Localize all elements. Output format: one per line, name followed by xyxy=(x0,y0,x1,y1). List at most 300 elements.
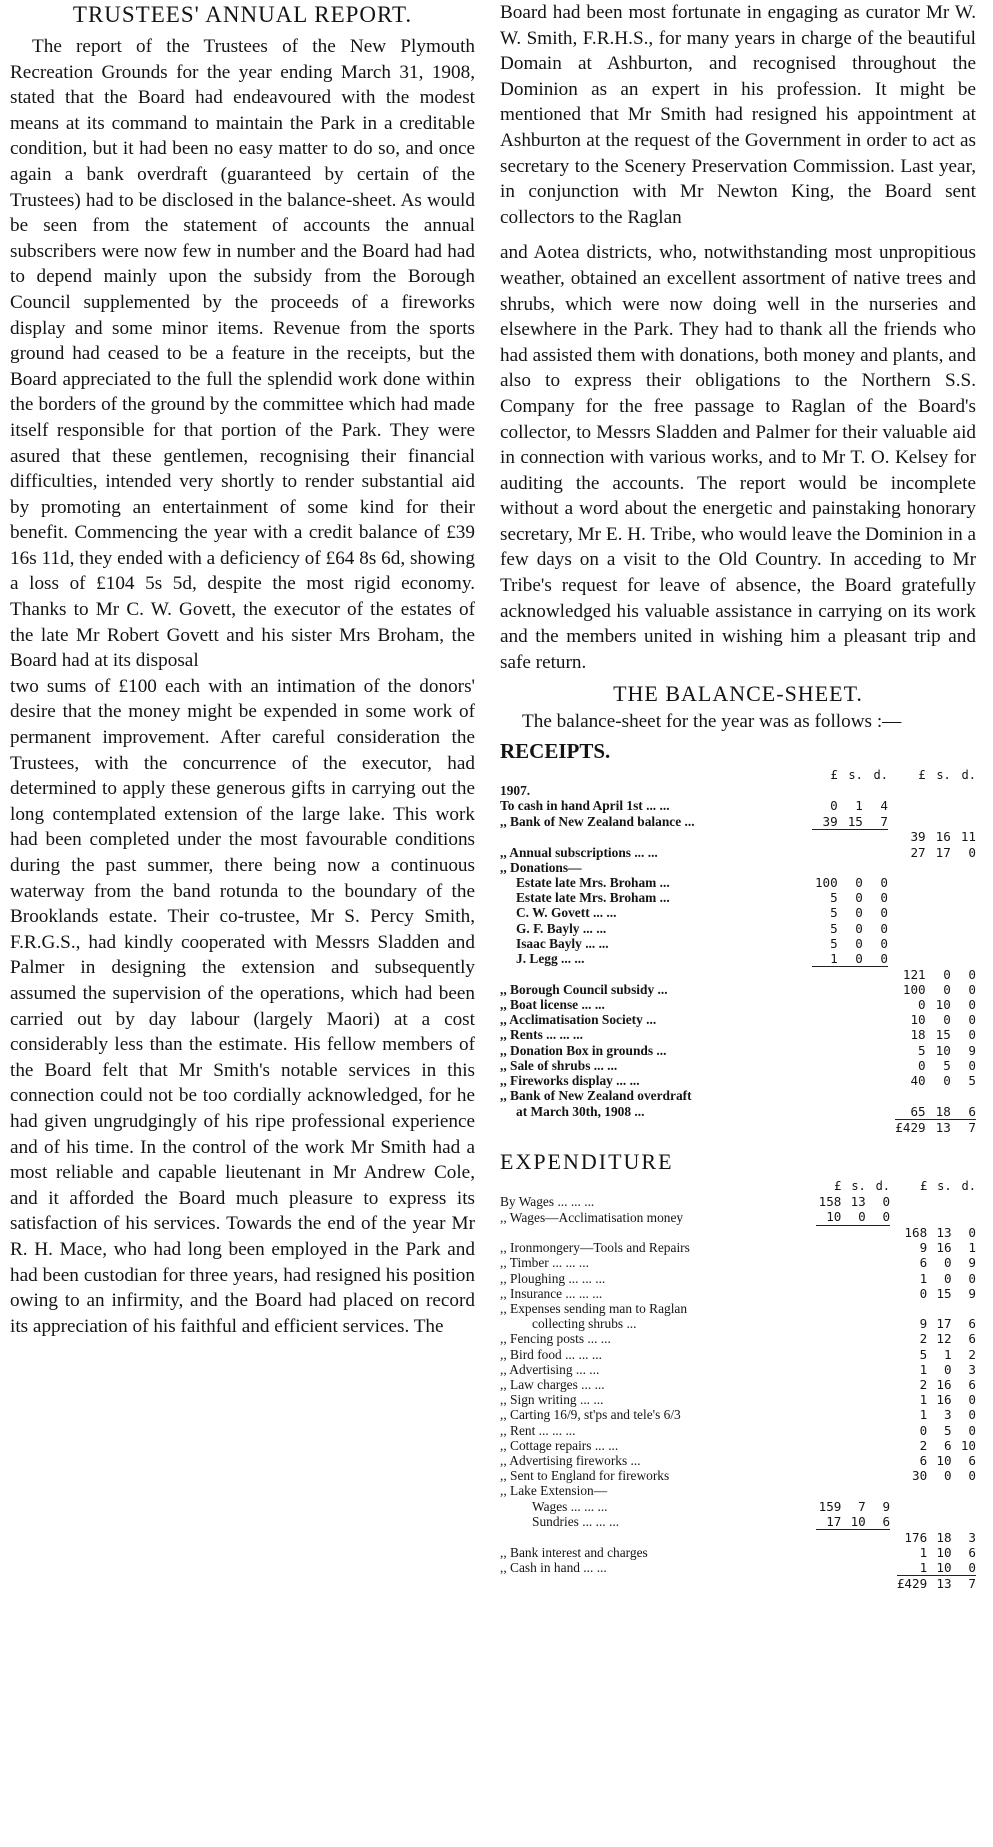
receipts-inner-amount xyxy=(812,1088,838,1103)
receipts-total-amount xyxy=(895,798,925,813)
expenditure-item-label: ,, Bank interest and charges xyxy=(500,1544,648,1560)
expenditure-spacer xyxy=(890,1453,897,1468)
expenditure-row xyxy=(500,1362,976,1377)
expenditure-row xyxy=(500,1499,976,1514)
receipts-spacer xyxy=(888,798,895,813)
expenditure-total-amount: 16 xyxy=(936,1377,952,1393)
expenditure-total-amount xyxy=(952,1483,976,1498)
expenditure-spacer xyxy=(890,1499,897,1514)
expenditure-inner-amount xyxy=(866,1286,890,1301)
receipts-row xyxy=(500,1073,976,1088)
receipts-spacer xyxy=(888,860,895,875)
expenditure-header-cell xyxy=(500,1179,816,1194)
expenditure-total-amount: 2 xyxy=(919,1377,928,1393)
expenditure-spacer xyxy=(890,1194,897,1209)
receipts-total-amount xyxy=(926,890,951,905)
expenditure-spacer xyxy=(890,1225,897,1240)
expenditure-inner-amount: 158 xyxy=(818,1194,842,1210)
expenditure-total-amount xyxy=(952,1209,976,1225)
expenditure-total-amount: 168 xyxy=(904,1225,928,1241)
receipts-spacer xyxy=(888,845,895,860)
receipts-total-amount: 16 xyxy=(935,829,951,845)
expenditure-inner-amount xyxy=(841,1423,865,1438)
expenditure-inner-amount xyxy=(816,1392,842,1407)
receipts-inner-amount xyxy=(863,997,888,1012)
expenditure-inner-amount xyxy=(816,1407,842,1422)
receipts-item-label: ,, Donation Box in grounds ... xyxy=(500,1042,667,1058)
receipts-row xyxy=(500,1119,976,1135)
receipts-total-amount: 0 xyxy=(968,1057,976,1073)
receipts-total-amount: 27 xyxy=(910,844,926,860)
receipts-row xyxy=(500,1058,976,1073)
receipts-spacer xyxy=(888,1104,895,1120)
receipts-total-amount xyxy=(951,936,976,951)
expenditure-total-amount: 3 xyxy=(943,1407,952,1423)
expenditure-total-amount: 6 xyxy=(919,1255,928,1271)
receipts-inner-amount xyxy=(863,783,888,798)
expenditure-spacer xyxy=(890,1286,897,1301)
receipts-total-amount: 0 xyxy=(918,997,926,1013)
expenditure-total-amount: 1 xyxy=(919,1559,928,1575)
expenditure-inner-amount: 10 xyxy=(826,1209,842,1225)
receipts-total-amount: 0 xyxy=(943,981,951,997)
expenditure-spacer xyxy=(890,1560,897,1576)
receipts-inner-amount xyxy=(812,1012,838,1027)
receipts-item-label: C. W. Govett ... ... xyxy=(516,905,617,921)
expenditure-inner-amount xyxy=(841,1560,865,1576)
receipts-header-cell: d. xyxy=(961,768,976,783)
expenditure-inner-amount xyxy=(866,1362,890,1377)
expenditure-total-amount: 1 xyxy=(919,1407,928,1423)
expenditure-total-amount xyxy=(927,1209,951,1225)
expenditure-inner-amount xyxy=(816,1286,842,1301)
receipts-inner-amount: 0 xyxy=(855,890,863,906)
expenditure-item-label xyxy=(500,1530,816,1545)
expenditure-inner-amount xyxy=(866,1530,890,1545)
expenditure-item-label: ,, Law charges ... ... xyxy=(500,1377,605,1393)
expenditure-row xyxy=(500,1331,976,1346)
expenditure-inner-amount: 0 xyxy=(858,1209,866,1225)
expenditure-header-cell xyxy=(890,1179,897,1194)
expenditure-total-amount: 13 xyxy=(936,1225,952,1241)
expenditure-row xyxy=(500,1194,976,1209)
expenditure-row xyxy=(500,1301,976,1316)
receipts-total-amount xyxy=(951,921,976,936)
receipts-inner-amount xyxy=(838,1058,863,1073)
receipts-total-amount: 121 xyxy=(902,966,926,982)
expenditure-inner-amount xyxy=(816,1560,842,1576)
right-column xyxy=(500,0,976,1591)
receipts-table-body xyxy=(500,768,976,1135)
receipts-inner-amount xyxy=(863,1012,888,1027)
receipts-heading: RECEIPTS. xyxy=(500,739,611,764)
expenditure-spacer xyxy=(890,1576,897,1592)
receipts-total-amount xyxy=(926,936,951,951)
receipts-total-amount: 0 xyxy=(968,1027,976,1043)
expenditure-inner-amount: 7 xyxy=(858,1498,866,1514)
receipts-inner-amount xyxy=(812,845,838,860)
receipts-row xyxy=(500,982,976,997)
expenditure-total-amount: 2 xyxy=(919,1437,928,1453)
balance-sheet-intro: The balance-sheet for the year was as follows :— xyxy=(522,711,902,733)
receipts-total-amount xyxy=(926,1088,951,1103)
expenditure-spacer xyxy=(890,1209,897,1225)
receipts-total-amount: £429 xyxy=(895,1119,926,1135)
expenditure-spacer xyxy=(890,1407,897,1422)
expenditure-inner-amount xyxy=(816,1377,842,1392)
receipts-header-cell: £ xyxy=(918,768,926,783)
report-paragraph-3: Board had been most fortunate in engaging as curator Mr W. W. Smith, F.R.H.S., for many years in charge of the beautiful Domain at Ashburton, and recognised throughout the Dominion as an expert in his profession. It might be mentioned that Mr Smith had resigned his appointment at Ashburton at the request of the Government in order to act as secretary to the Scenery Preservation Commission. Last year, in conjunction with Mr Newton King, the Board sent collectors to the Raglan xyxy=(500,2,976,228)
expenditure-inner-amount xyxy=(841,1377,865,1392)
receipts-inner-amount xyxy=(812,967,838,982)
expenditure-inner-amount xyxy=(866,1453,890,1468)
expenditure-row xyxy=(500,1225,976,1240)
balance-sheet-title: THE BALANCE-SHEET. xyxy=(613,681,863,707)
receipts-total-amount xyxy=(926,951,951,967)
receipts-total-amount xyxy=(895,783,925,798)
expenditure-total-amount xyxy=(897,1301,927,1316)
receipts-row xyxy=(500,905,976,920)
expenditure-inner-amount xyxy=(866,1331,890,1346)
expenditure-total-amount: 7 xyxy=(952,1576,976,1592)
receipts-inner-amount: 5 xyxy=(830,890,838,906)
receipts-inner-amount: 0 xyxy=(880,905,888,921)
receipts-inner-amount: 0 xyxy=(855,950,863,966)
expenditure-row xyxy=(500,1316,976,1331)
expenditure-item-label: ,, Cash in hand ... ... xyxy=(500,1560,607,1576)
expenditure-item-label: ,, Insurance ... ... ... xyxy=(500,1285,603,1301)
receipts-inner-amount xyxy=(812,1058,838,1073)
expenditure-inner-amount xyxy=(816,1301,842,1316)
expenditure-inner-amount xyxy=(841,1240,865,1255)
expenditure-total-amount: 17 xyxy=(936,1316,952,1332)
receipts-item-label: ,, Fireworks display ... ... xyxy=(500,1073,640,1089)
receipts-inner-amount: 15 xyxy=(847,813,863,829)
expenditure-total-amount: 6 xyxy=(968,1377,976,1393)
receipts-inner-amount: 4 xyxy=(880,798,888,814)
expenditure-item-label: ,, Expenses sending man to Raglan xyxy=(500,1301,688,1317)
receipts-total-amount: 10 xyxy=(935,1042,951,1058)
receipts-inner-amount xyxy=(863,1058,888,1073)
expenditure-inner-amount xyxy=(841,1225,865,1240)
receipts-total-amount: 18 xyxy=(910,1027,926,1043)
receipts-row xyxy=(500,829,976,844)
receipts-item-label: ,, Borough Council subsidy ... xyxy=(500,981,668,997)
expenditure-total-amount: 0 xyxy=(919,1422,928,1438)
expenditure-inner-amount xyxy=(866,1240,890,1255)
expenditure-total-amount: 0 xyxy=(943,1468,952,1484)
receipts-row xyxy=(500,783,976,798)
receipts-total-amount xyxy=(926,860,951,875)
receipts-inner-amount xyxy=(863,1119,888,1135)
receipts-item-label: ,, Boat license ... ... xyxy=(500,997,605,1013)
receipts-spacer xyxy=(888,1012,895,1027)
expenditure-total-amount: 15 xyxy=(936,1285,952,1301)
receipts-item-label: ,, Donations— xyxy=(500,859,582,875)
report-title: TRUSTEES' ANNUAL REPORT. xyxy=(72,2,413,27)
receipts-inner-amount xyxy=(812,829,838,844)
receipts-row xyxy=(500,921,976,936)
expenditure-inner-amount xyxy=(841,1483,865,1498)
expenditure-inner-amount xyxy=(841,1316,865,1331)
receipts-total-amount: 0 xyxy=(943,966,951,982)
expenditure-row xyxy=(500,1240,976,1255)
expenditure-row xyxy=(500,1576,976,1592)
receipts-inner-amount: 100 xyxy=(814,874,838,890)
expenditure-inner-amount xyxy=(816,1423,842,1438)
expenditure-spacer xyxy=(890,1423,897,1438)
report-paragraph-4: and Aotea districts, who, notwithstanding most unpropitious weather, obtained an excellent assortment of native trees and shrubs, which were now doing well in the nurseries and elsewhere in the Park. They had to thank all the friends who had assisted them with donations, both money and plants, and also to express their obligations to the Northern S.S. Company for the free passage to Raglan of the Board's collector, to Messrs Sladden and Palmer for their valuable aid in connection with various works, and to Mr T. O. Kelsey for auditing the accounts. The report would be incomplete without a word about the energetic and painstaking honorary secretary, Mr E. H. Tribe, who would leave the Dominion in a few days on a visit to the Old Country. In acceding to Mr Tribe's request for leave of absence, the Board gratefully acknowledged his valuable assistance in carrying on its work and the members united in wishing him a pleasant trip and safe return. xyxy=(500,242,976,673)
receipts-total-amount: 0 xyxy=(968,981,976,997)
receipts-item-label xyxy=(500,829,812,844)
expenditure-table xyxy=(500,1179,976,1591)
expenditure-spacer xyxy=(890,1255,897,1270)
expenditure-inner-amount xyxy=(816,1453,842,1468)
expenditure-total-amount: 10 xyxy=(936,1559,952,1575)
expenditure-item-label: ,, Rent ... ... ... xyxy=(500,1422,576,1438)
expenditure-spacer xyxy=(890,1483,897,1498)
expenditure-inner-amount xyxy=(816,1468,842,1483)
receipts-item-label: Estate late Mrs. Broham ... xyxy=(516,874,670,890)
expenditure-inner-amount: 9 xyxy=(882,1498,891,1514)
receipts-total-amount xyxy=(895,921,925,936)
expenditure-inner-amount: 0 xyxy=(882,1194,891,1210)
expenditure-row xyxy=(500,1483,976,1498)
receipts-item-label: To cash in hand April 1st ... ... xyxy=(500,798,670,814)
receipts-spacer xyxy=(888,921,895,936)
expenditure-inner-amount xyxy=(816,1438,842,1453)
receipts-spacer xyxy=(888,982,895,997)
receipts-spacer xyxy=(888,997,895,1012)
expenditure-total-amount: 9 xyxy=(968,1255,976,1271)
expenditure-item-label: ,, Ploughing ... ... ... xyxy=(500,1270,606,1286)
expenditure-inner-amount xyxy=(841,1576,865,1592)
expenditure-total-amount: 1 xyxy=(919,1361,928,1377)
receipts-inner-amount xyxy=(838,1073,863,1088)
report-paragraph-1 xyxy=(10,34,475,674)
expenditure-heading: EXPENDITURE xyxy=(500,1148,674,1174)
expenditure-total-amount xyxy=(927,1194,951,1209)
receipts-inner-amount xyxy=(863,1073,888,1088)
expenditure-inner-amount xyxy=(866,1271,890,1286)
expenditure-total-amount xyxy=(952,1301,976,1316)
expenditure-inner-amount: 10 xyxy=(850,1513,866,1529)
expenditure-total-amount xyxy=(927,1301,951,1316)
receipts-inner-amount xyxy=(838,967,863,982)
receipts-inner-amount xyxy=(863,1104,888,1120)
receipts-inner-amount: 0 xyxy=(855,905,863,921)
receipts-inner-amount xyxy=(838,1012,863,1027)
expenditure-inner-amount xyxy=(816,1225,842,1240)
expenditure-spacer xyxy=(890,1240,897,1255)
receipts-total-amount xyxy=(951,905,976,920)
receipts-item-label: ,, Bank of New Zealand overdraft xyxy=(500,1088,692,1104)
expenditure-total-amount: 0 xyxy=(968,1392,976,1408)
expenditure-inner-amount xyxy=(816,1530,842,1545)
receipts-total-amount xyxy=(895,890,925,905)
expenditure-header-cell: d. xyxy=(961,1178,976,1193)
expenditure-total-amount: 2 xyxy=(919,1331,928,1347)
expenditure-inner-amount xyxy=(866,1407,890,1422)
expenditure-inner-amount xyxy=(816,1331,842,1346)
expenditure-inner-amount: 13 xyxy=(850,1194,866,1210)
expenditure-spacer xyxy=(890,1331,897,1346)
receipts-total-amount xyxy=(926,798,951,813)
expenditure-total-amount: 9 xyxy=(919,1316,928,1332)
receipts-inner-amount xyxy=(838,845,863,860)
expenditure-inner-amount xyxy=(816,1347,842,1362)
expenditure-total-amount: 30 xyxy=(912,1468,928,1484)
receipts-total-amount: 0 xyxy=(968,966,976,982)
expenditure-row xyxy=(500,1377,976,1392)
expenditure-inner-amount xyxy=(841,1530,865,1545)
receipts-total-amount xyxy=(951,875,976,890)
receipts-inner-amount xyxy=(838,1043,863,1058)
expenditure-total-amount: 0 xyxy=(968,1468,976,1484)
expenditure-spacer xyxy=(890,1514,897,1530)
expenditure-item-label: Wages ... ... ... xyxy=(532,1498,608,1514)
expenditure-total-amount: 3 xyxy=(968,1361,976,1377)
receipts-header-cell xyxy=(500,768,812,783)
receipts-inner-amount: 0 xyxy=(880,950,888,966)
receipts-total-amount: 0 xyxy=(968,844,976,860)
receipts-inner-amount: 1 xyxy=(830,950,838,966)
expenditure-spacer xyxy=(890,1545,897,1560)
receipts-inner-amount xyxy=(863,1027,888,1042)
receipts-inner-amount xyxy=(838,1088,863,1103)
expenditure-item-label: ,, Carting 16/9, st'ps and tele's 6/3 xyxy=(500,1407,681,1423)
receipts-spacer xyxy=(888,783,895,798)
receipts-total-amount xyxy=(926,905,951,920)
receipts-total-amount: 5 xyxy=(918,1042,926,1058)
expenditure-total-amount: 0 xyxy=(968,1225,976,1241)
expenditure-total-amount: 6 xyxy=(919,1453,928,1469)
expenditure-total-amount: 176 xyxy=(904,1529,928,1545)
receipts-row xyxy=(500,1088,976,1103)
expenditure-total-amount xyxy=(897,1499,927,1514)
expenditure-row xyxy=(500,1423,976,1438)
receipts-inner-amount xyxy=(812,783,838,798)
report-paragraph-2: two sums of £100 each with an intimation of the donors' desire that the money might be expended in some work of permanent improvement. After careful consideration the Trustees, with the concurrence of the executor, had determined to apply these generous gifts in carrying out the long contemplated extension of the large lake. This work had been completed under the most favourable conditions during the past summer, there being now a continuous waterway from the band rotunda to the boundary of the Brooklands estate. Their co-trustee, Mr S. Percy Smith, F.R.G.S., had kindly cooperated with Messrs Sladden and Palmer in designing the extension and subsequently assumed the supervision of the operations, which had been carried out by day labour (largely Maori) at a cost considerably less than the estimate. His fellow members of the Board felt that Mr Smith's notable services in this connection could not be too cordially acknowledged, for he had given ungrudgingly of his ripe professional experience and of his time. In the control of the work Mr Smith had a most reliable and capable lieutenant in Mr Andrew Cole, and it afforded the Board much pleasure to express its satisfaction of his services. Towards the end of the year Mr R. H. Mace, who had long been employed in the Park and had been custodian for three years, had resigned his position owing to an infirmity, and the Board had placed on record its appreciation of his faithful and efficient services. The xyxy=(10,675,475,1337)
left-column xyxy=(10,0,475,1339)
receipts-total-amount: 17 xyxy=(935,844,951,860)
receipts-inner-amount: 7 xyxy=(880,813,888,829)
receipts-inner-amount xyxy=(812,1119,838,1135)
receipts-inner-amount: 0 xyxy=(855,935,863,951)
expenditure-total-amount: 16 xyxy=(936,1392,952,1408)
expenditure-total-amount xyxy=(897,1514,927,1530)
expenditure-item-label: ,, Sent to England for fireworks xyxy=(500,1468,670,1484)
expenditure-inner-amount xyxy=(866,1392,890,1407)
receipts-inner-amount xyxy=(863,967,888,982)
expenditure-inner-amount xyxy=(866,1301,890,1316)
receipts-spacer xyxy=(888,1119,895,1135)
expenditure-spacer xyxy=(890,1468,897,1483)
expenditure-item-label: ,, Timber ... ... ... xyxy=(500,1255,589,1271)
receipts-spacer xyxy=(888,814,895,830)
expenditure-row xyxy=(500,1286,976,1301)
receipts-total-amount: 7 xyxy=(951,1119,976,1135)
expenditure-item-label: By Wages ... ... ... xyxy=(500,1194,595,1210)
receipts-total-amount: 11 xyxy=(960,829,976,845)
expenditure-row xyxy=(500,1271,976,1286)
receipts-header-cell xyxy=(888,768,895,783)
expenditure-total-amount xyxy=(927,1483,951,1498)
expenditure-spacer xyxy=(890,1438,897,1453)
receipts-row xyxy=(500,1043,976,1058)
expenditure-spacer xyxy=(890,1347,897,1362)
receipts-inner-amount xyxy=(812,1104,838,1120)
expenditure-row xyxy=(500,1209,976,1225)
expenditure-row xyxy=(500,1453,976,1468)
expenditure-total-amount: 1 xyxy=(919,1544,928,1560)
expenditure-row xyxy=(500,1545,976,1560)
receipts-total-amount: 5 xyxy=(968,1073,976,1089)
expenditure-inner-amount xyxy=(841,1301,865,1316)
expenditure-inner-amount xyxy=(841,1362,865,1377)
expenditure-row xyxy=(500,1438,976,1453)
receipts-spacer xyxy=(888,936,895,951)
expenditure-total-amount xyxy=(897,1209,927,1225)
receipts-item-label: Estate late Mrs. Broham ... xyxy=(516,890,670,906)
expenditure-row xyxy=(500,1468,976,1483)
receipts-total-amount: 65 xyxy=(910,1103,926,1119)
expenditure-total-amount: 0 xyxy=(943,1361,952,1377)
expenditure-header-cell: £ xyxy=(919,1178,928,1193)
expenditure-total-amount: 0 xyxy=(919,1285,928,1301)
expenditure-total-amount xyxy=(897,1483,927,1498)
expenditure-item-label: ,, Fencing posts ... ... xyxy=(500,1331,611,1347)
expenditure-inner-amount xyxy=(841,1347,865,1362)
expenditure-total-amount: 16 xyxy=(936,1240,952,1256)
receipts-item-label: G. F. Bayly ... ... xyxy=(516,920,607,936)
receipts-item-label: 1907. xyxy=(500,783,531,799)
receipts-total-amount: 9 xyxy=(968,1042,976,1058)
receipts-spacer xyxy=(888,905,895,920)
receipts-inner-amount xyxy=(838,1027,863,1042)
receipts-row xyxy=(500,798,976,813)
receipts-spacer xyxy=(888,1027,895,1042)
expenditure-inner-amount xyxy=(816,1255,842,1270)
receipts-total-amount: 10 xyxy=(910,1012,926,1028)
receipts-total-amount xyxy=(895,814,925,830)
receipts-spacer xyxy=(888,890,895,905)
expenditure-row xyxy=(500,1530,976,1545)
expenditure-inner-amount xyxy=(866,1255,890,1270)
receipts-inner-amount xyxy=(812,982,838,997)
expenditure-row xyxy=(500,1392,976,1407)
receipts-total-amount: 18 xyxy=(935,1103,951,1119)
expenditure-inner-amount: 6 xyxy=(882,1513,891,1529)
receipts-inner-amount xyxy=(812,1043,838,1058)
receipts-row xyxy=(500,845,976,860)
receipts-inner-amount: 5 xyxy=(830,905,838,921)
receipts-total-amount xyxy=(951,860,976,875)
receipts-total-amount xyxy=(895,860,925,875)
receipts-inner-amount: 39 xyxy=(822,813,838,829)
receipts-total-amount: 0 xyxy=(943,1073,951,1089)
expenditure-spacer xyxy=(890,1377,897,1392)
receipts-inner-amount xyxy=(812,860,838,875)
expenditure-row xyxy=(500,1347,976,1362)
receipts-row xyxy=(500,1104,976,1120)
expenditure-row xyxy=(500,1407,976,1422)
receipts-column-header xyxy=(500,768,976,783)
expenditure-total-amount: 6 xyxy=(968,1331,976,1347)
receipts-header-cell: £ xyxy=(830,768,838,783)
receipts-inner-amount xyxy=(838,1119,863,1135)
expenditure-total-amount: £429 xyxy=(896,1576,928,1592)
